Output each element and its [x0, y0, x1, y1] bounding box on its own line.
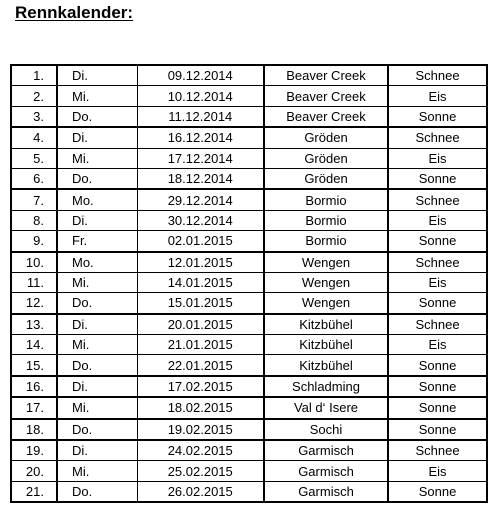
table-row	[11, 314, 487, 335]
race-number: 12.	[11, 293, 57, 314]
race-number: 5.	[11, 148, 57, 168]
race-condition: Eis	[388, 148, 487, 168]
race-date: 24.02.2015	[137, 440, 264, 461]
table-row	[11, 272, 487, 292]
race-date: 15.01.2015	[137, 293, 264, 314]
race-date: 21.01.2015	[137, 335, 264, 355]
table-row	[11, 481, 487, 502]
race-date: 16.12.2014	[137, 127, 264, 148]
race-number: 18.	[11, 419, 57, 440]
race-number: 3.	[11, 106, 57, 127]
race-number: 8.	[11, 210, 57, 230]
race-date: 17.02.2015	[137, 376, 264, 397]
race-weekday: Mi.	[57, 148, 137, 168]
race-weekday: Mi.	[57, 335, 137, 355]
table-row	[11, 461, 487, 481]
race-number: 7.	[11, 189, 57, 210]
race-weekday: Di.	[57, 127, 137, 148]
race-venue: Bormio	[264, 189, 388, 210]
table-row	[11, 106, 487, 127]
race-venue: Val d‘ Isere	[264, 397, 388, 418]
race-venue: Wengen	[264, 252, 388, 273]
race-number: 17.	[11, 397, 57, 418]
race-number: 13.	[11, 314, 57, 335]
table-row	[11, 355, 487, 376]
table-row	[11, 189, 487, 210]
race-condition: Schnee	[388, 65, 487, 86]
race-venue: Garmisch	[264, 461, 388, 481]
race-weekday: Do.	[57, 355, 137, 376]
race-date: 20.01.2015	[137, 314, 264, 335]
page-title: Rennkalender:	[15, 3, 134, 22]
race-number: 21.	[11, 481, 57, 502]
race-venue: Schladming	[264, 376, 388, 397]
race-condition: Sonne	[388, 168, 487, 189]
race-number: 10.	[11, 252, 57, 273]
race-condition: Schnee	[388, 189, 487, 210]
race-venue: Wengen	[264, 293, 388, 314]
table-row	[11, 293, 487, 314]
race-date: 14.01.2015	[137, 272, 264, 292]
race-venue: Beaver Creek	[264, 86, 388, 106]
race-calendar-body	[11, 65, 487, 502]
race-date: 09.12.2014	[137, 65, 264, 86]
race-date: 30.12.2014	[137, 210, 264, 230]
race-number: 16.	[11, 376, 57, 397]
race-number: 11.	[11, 272, 57, 292]
race-weekday: Mi.	[57, 397, 137, 418]
race-condition: Sonne	[388, 231, 487, 252]
race-weekday: Mo.	[57, 252, 137, 273]
race-venue: Garmisch	[264, 440, 388, 461]
race-condition: Sonne	[388, 419, 487, 440]
race-number: 14.	[11, 335, 57, 355]
race-number: 20.	[11, 461, 57, 481]
race-condition: Sonne	[388, 355, 487, 376]
table-row	[11, 376, 487, 397]
race-condition: Sonne	[388, 293, 487, 314]
race-weekday: Mi.	[57, 272, 137, 292]
race-number: 6.	[11, 168, 57, 189]
race-condition: Eis	[388, 461, 487, 481]
race-weekday: Di.	[57, 440, 137, 461]
table-row	[11, 440, 487, 461]
race-weekday: Di.	[57, 314, 137, 335]
race-date: 18.02.2015	[137, 397, 264, 418]
race-number: 2.	[11, 86, 57, 106]
race-condition: Eis	[388, 86, 487, 106]
race-weekday: Do.	[57, 168, 137, 189]
race-venue: Beaver Creek	[264, 65, 388, 86]
race-weekday: Do.	[57, 293, 137, 314]
race-date: 19.02.2015	[137, 419, 264, 440]
race-date: 02.01.2015	[137, 231, 264, 252]
race-condition: Sonne	[388, 106, 487, 127]
table-row	[11, 86, 487, 106]
race-weekday: Do.	[57, 106, 137, 127]
race-number: 9.	[11, 231, 57, 252]
table-row	[11, 127, 487, 148]
race-date: 12.01.2015	[137, 252, 264, 273]
table-row	[11, 231, 487, 252]
race-condition: Sonne	[388, 397, 487, 418]
race-number: 4.	[11, 127, 57, 148]
race-date: 17.12.2014	[137, 148, 264, 168]
race-venue: Sochi	[264, 419, 388, 440]
race-venue: Wengen	[264, 272, 388, 292]
race-weekday: Mi.	[57, 461, 137, 481]
table-row	[11, 148, 487, 168]
race-venue: Kitzbühel	[264, 314, 388, 335]
race-condition: Schnee	[388, 127, 487, 148]
race-condition: Schnee	[388, 252, 487, 273]
race-weekday: Mi.	[57, 86, 137, 106]
race-venue: Gröden	[264, 148, 388, 168]
race-venue: Gröden	[264, 127, 388, 148]
race-venue: Beaver Creek	[264, 106, 388, 127]
race-date: 10.12.2014	[137, 86, 264, 106]
race-number: 15.	[11, 355, 57, 376]
race-date: 25.02.2015	[137, 461, 264, 481]
race-number: 1.	[11, 65, 57, 86]
table-row	[11, 210, 487, 230]
race-date: 26.02.2015	[137, 481, 264, 502]
race-weekday: Di.	[57, 376, 137, 397]
race-condition: Eis	[388, 335, 487, 355]
table-row	[11, 419, 487, 440]
race-date: 11.12.2014	[137, 106, 264, 127]
race-weekday: Mo.	[57, 189, 137, 210]
race-venue: Gröden	[264, 168, 388, 189]
race-venue: Kitzbühel	[264, 335, 388, 355]
table-row	[11, 335, 487, 355]
race-number: 19.	[11, 440, 57, 461]
race-date: 22.01.2015	[137, 355, 264, 376]
race-weekday: Fr.	[57, 231, 137, 252]
race-weekday: Do.	[57, 481, 137, 502]
race-venue: Kitzbühel	[264, 355, 388, 376]
race-weekday: Di.	[57, 65, 137, 86]
race-venue: Garmisch	[264, 481, 388, 502]
race-calendar-table	[10, 64, 488, 503]
race-condition: Eis	[388, 210, 487, 230]
race-condition: Schnee	[388, 440, 487, 461]
race-weekday: Di.	[57, 210, 137, 230]
race-weekday: Do.	[57, 419, 137, 440]
race-condition: Sonne	[388, 481, 487, 502]
race-condition: Schnee	[388, 314, 487, 335]
table-row	[11, 168, 487, 189]
race-date: 29.12.2014	[137, 189, 264, 210]
table-row	[11, 252, 487, 273]
race-condition: Sonne	[388, 376, 487, 397]
race-venue: Bormio	[264, 210, 388, 230]
table-row	[11, 397, 487, 418]
race-venue: Bormio	[264, 231, 388, 252]
race-date: 18.12.2014	[137, 168, 264, 189]
table-row	[11, 65, 487, 86]
race-condition: Eis	[388, 272, 487, 292]
